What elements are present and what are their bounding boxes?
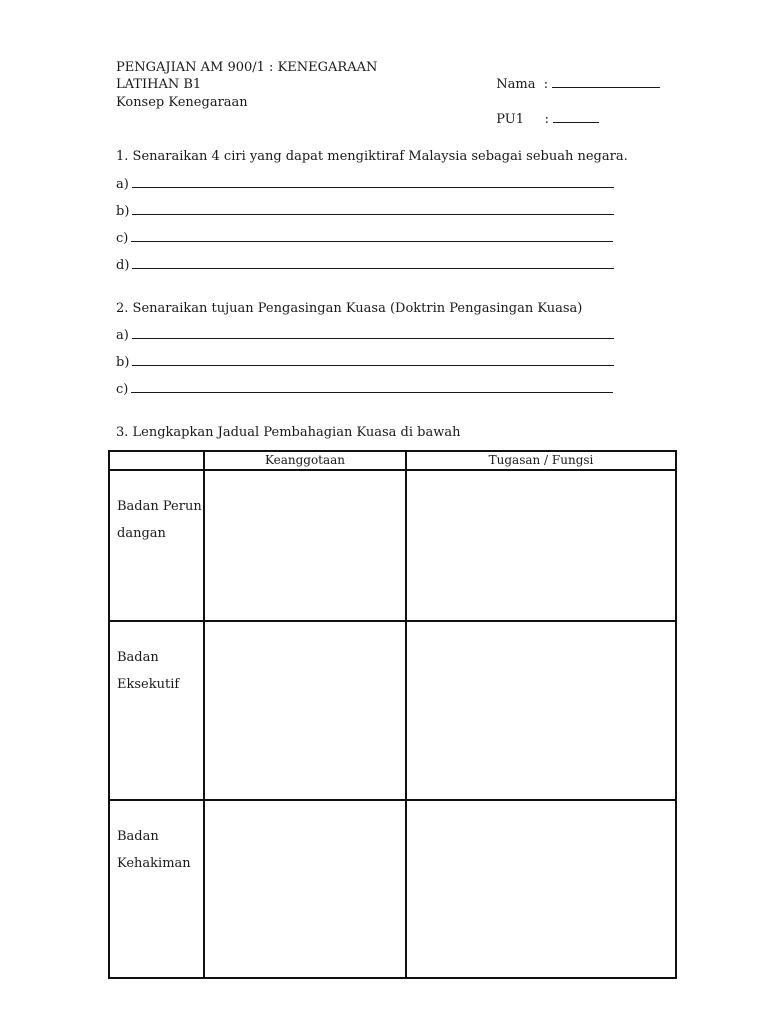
answer-line[interactable]: [132, 354, 614, 366]
question-2: 2. Senaraikan tujuan Pengasingan Kuasa (Doktrin Pengasingan Kuasa): [116, 301, 583, 316]
header-function: Tugasan / Fungsi: [406, 451, 676, 470]
answer-line[interactable]: [132, 327, 614, 339]
membership-cell[interactable]: [204, 800, 406, 978]
question-1: 1. Senaraikan 4 ciri yang dapat mengiktiraf Malaysia sebagai sebuah negara.: [116, 149, 628, 164]
function-cell[interactable]: [406, 621, 676, 800]
q1-answer-d[interactable]: [116, 257, 614, 274]
answer-line[interactable]: [132, 203, 614, 215]
answer-line[interactable]: [132, 176, 614, 188]
q2-letter-c: c): [116, 382, 129, 397]
answer-line[interactable]: [132, 257, 614, 269]
pu-field[interactable]: [488, 95, 599, 128]
row-label-legislative: Badan Perundangan: [109, 470, 204, 621]
pu-blank[interactable]: [553, 111, 599, 123]
function-cell[interactable]: [406, 470, 676, 621]
name-label: Nama :: [496, 77, 549, 92]
power-division-table: [108, 450, 677, 979]
header-empty: [109, 451, 204, 470]
name-field[interactable]: [488, 60, 660, 93]
topic-title: Konsep Kenegaraan: [116, 95, 248, 110]
q1-letter-b: b): [116, 204, 130, 219]
q1-answer-a[interactable]: [116, 176, 614, 193]
question-3: 3. Lengkapkan Jadual Pembahagian Kuasa di bawah: [116, 425, 461, 440]
q1-letter-a: a): [116, 177, 129, 192]
pu-label: PU1 :: [496, 112, 550, 127]
q2-answer-c[interactable]: [116, 381, 613, 398]
q1-letter-d: d): [116, 258, 130, 273]
name-blank[interactable]: [552, 76, 660, 88]
q2-answer-b[interactable]: [116, 354, 614, 371]
table-row: [109, 621, 676, 800]
course-title: PENGAJIAN AM 900/1 : KENEGARAAN: [116, 60, 378, 75]
table-row: [109, 800, 676, 978]
membership-cell[interactable]: [204, 621, 406, 800]
table-header-row: [109, 451, 676, 470]
q1-answer-b[interactable]: [116, 203, 614, 220]
q2-letter-b: b): [116, 355, 130, 370]
q1-letter-c: c): [116, 231, 129, 246]
q2-letter-a: a): [116, 328, 129, 343]
q1-answer-c[interactable]: [116, 230, 613, 247]
answer-line[interactable]: [131, 381, 613, 393]
row-label-executive: Badan Eksekutif: [109, 621, 204, 800]
header-membership: Keanggotaan: [204, 451, 406, 470]
row-label-judiciary: Badan Kehakiman: [109, 800, 204, 978]
answer-line[interactable]: [131, 230, 613, 242]
q2-answer-a[interactable]: [116, 327, 614, 344]
function-cell[interactable]: [406, 800, 676, 978]
exercise-title: LATIHAN B1: [116, 77, 202, 92]
membership-cell[interactable]: [204, 470, 406, 621]
table-row: [109, 470, 676, 621]
